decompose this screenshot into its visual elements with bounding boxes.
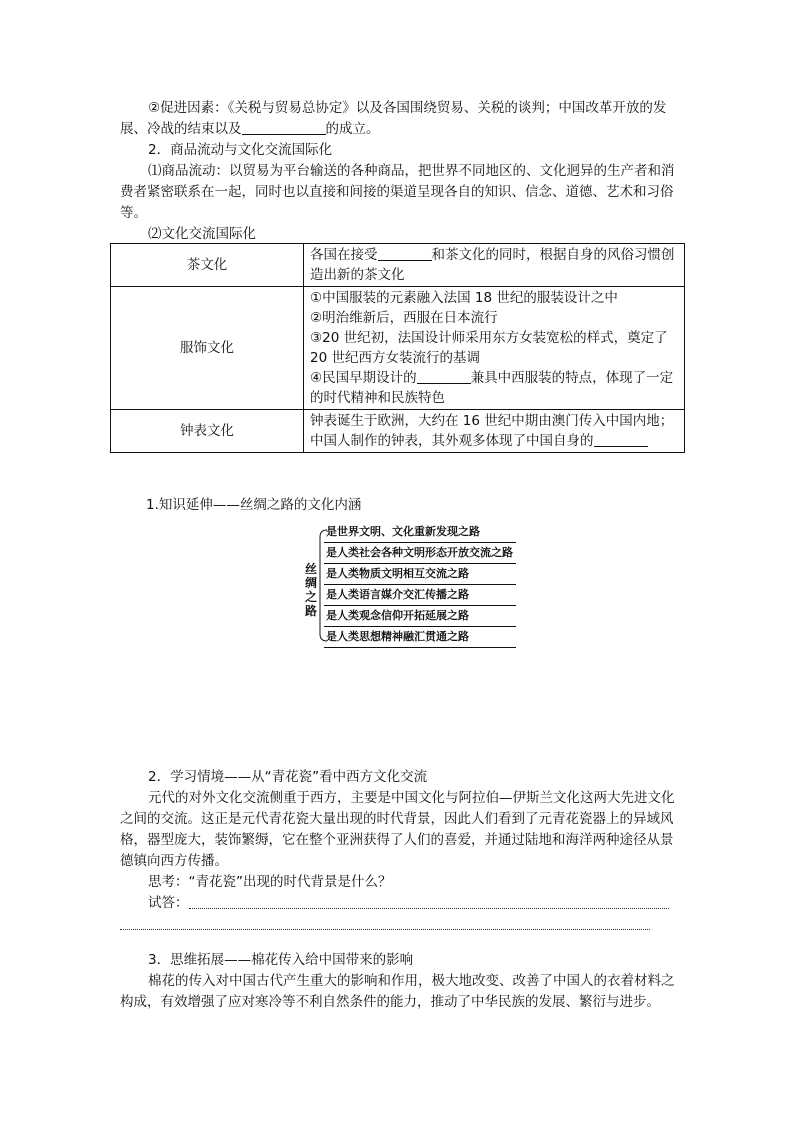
intro-factors-suffix: 的成立。 <box>325 121 380 137</box>
table-row <box>111 244 685 287</box>
clothing-head-text: 服饰文化 <box>180 340 234 356</box>
answer-line-1[interactable] <box>189 896 669 909</box>
fill-blank-3[interactable] <box>417 369 471 384</box>
fill-blank-1[interactable] <box>242 120 326 135</box>
clothing-item-1: ①中国服装的元素融入法国 18 世纪的服装设计之中 <box>310 290 618 306</box>
silk-road-label: 丝绸之路 <box>304 562 317 618</box>
section2-answer-line2 <box>120 914 680 935</box>
paragraph-commodity-flow: ⑴商品流动：以贸易为平台输送的各种商品，把世界不同地区的、文化迥异的生产者和消费者紧密联系在一起，同时也以直接和间接的渠道呈现各自的知识、信念、道德、艺术和习俗等。 <box>120 163 675 221</box>
answer-label: 试答： <box>148 895 189 911</box>
culture-table <box>110 243 685 453</box>
section3-block <box>120 950 680 1013</box>
row-body-clock <box>304 410 685 453</box>
heading-commodity-flow: 2．商品流动与文化交流国际化 <box>148 142 333 158</box>
fill-blank-2[interactable] <box>378 246 432 261</box>
diagram-branch: 是世界文明、文化重新发现之路 <box>324 522 516 543</box>
table-row <box>111 287 685 410</box>
fill-blank-4[interactable] <box>594 432 648 447</box>
clock-text: 钟表诞生于欧洲，大约在 16 世纪中期由澳门传入中国内地；中国人制作的钟表，其外观多体现了中国自身的 <box>310 413 674 449</box>
section1-title: 1.知识延伸——丝绸之路的文化内涵 <box>146 497 362 513</box>
section3-body: 棉花的传入对中国古代产生重大的影响和作用，极大地改变、改善了中国人的衣着材料之构成，有效增强了应对寒冷等不利自然条件的能力，推动了中华民族的发展、繁衍与进步。 <box>120 973 675 1010</box>
clothing-item-2: ②明治维新后，西服在日本流行 <box>310 310 498 326</box>
section2-question: 思考：“青花瓷”出现的时代背景是什么？ <box>148 874 392 890</box>
tea-text-1: 各国在接受 <box>310 247 378 263</box>
row-body-tea <box>304 244 685 287</box>
section2-title: 2．学习情境——从“青花瓷”看中西方文化交流 <box>148 769 428 785</box>
intro-block <box>120 98 680 245</box>
row-head-clothing <box>111 287 304 410</box>
row-head-clock <box>111 410 304 453</box>
table-row <box>111 410 685 453</box>
diagram-branch: 是人类思想精神融汇贯通之路 <box>324 627 516 648</box>
diagram-branch: 是人类社会各种文明形态开放交流之路 <box>324 543 516 564</box>
clothing-item-4-suffix: 兼具中西服装的特点，体现了一定的时代精神和民族特色 <box>310 370 674 406</box>
diagram-branch: 是人类观念信仰开拓延展之路 <box>324 606 516 627</box>
section3-title: 3．思维拓展——棉花传入给中国带来的影响 <box>148 952 414 968</box>
row-head-tea: 茶文化 <box>111 244 304 287</box>
section2-block <box>120 767 680 935</box>
clothing-item-4-prefix: ④民国早期设计的 <box>310 370 417 386</box>
diagram-branch: 是人类语言媒介交汇传播之路 <box>324 585 516 606</box>
section2-answer <box>120 893 680 914</box>
silk-road-diagram <box>300 522 520 652</box>
subheading-culture-exchange: ⑵文化交流国际化 <box>148 226 256 242</box>
section2-body: 元代的对外文化交流侧重于西方，主要是中国文化与阿拉伯—伊斯兰文化这两大先进文化之间的交流。这正是元代青花瓷大量出现的时代背景，因此人们看到了元青花瓷器上的异域风格，器型庞大，装饰繁缛，它在整个亚洲获得了人们的喜爱，并通过陆地和海洋两种途径从景德镇向西方传播。 <box>120 790 675 869</box>
clothing-item-3: ③20 世纪初，法国设计师采用东方女装宽松的样式，奠定了 20 世纪西方女装流行的基调 <box>310 330 668 366</box>
intro-factors-text: ②促进因素：《关税与贸易总协定》以及各国围绕贸易、关税的谈判；中国改革开放的发展、冷战的结束以及 <box>120 100 667 137</box>
intro-paragraph-factors <box>120 98 680 140</box>
row-body-clothing <box>304 287 685 410</box>
tea-text-2: 和茶文化的同时，根据自身的风俗习惯创造出新的茶文化 <box>310 247 675 283</box>
clothing-item-4 <box>310 368 678 408</box>
answer-line-2[interactable] <box>120 917 650 930</box>
clock-head-text: 钟表文化 <box>180 423 234 439</box>
diagram-branch: 是人类物质文明相互交流之路 <box>324 564 516 585</box>
